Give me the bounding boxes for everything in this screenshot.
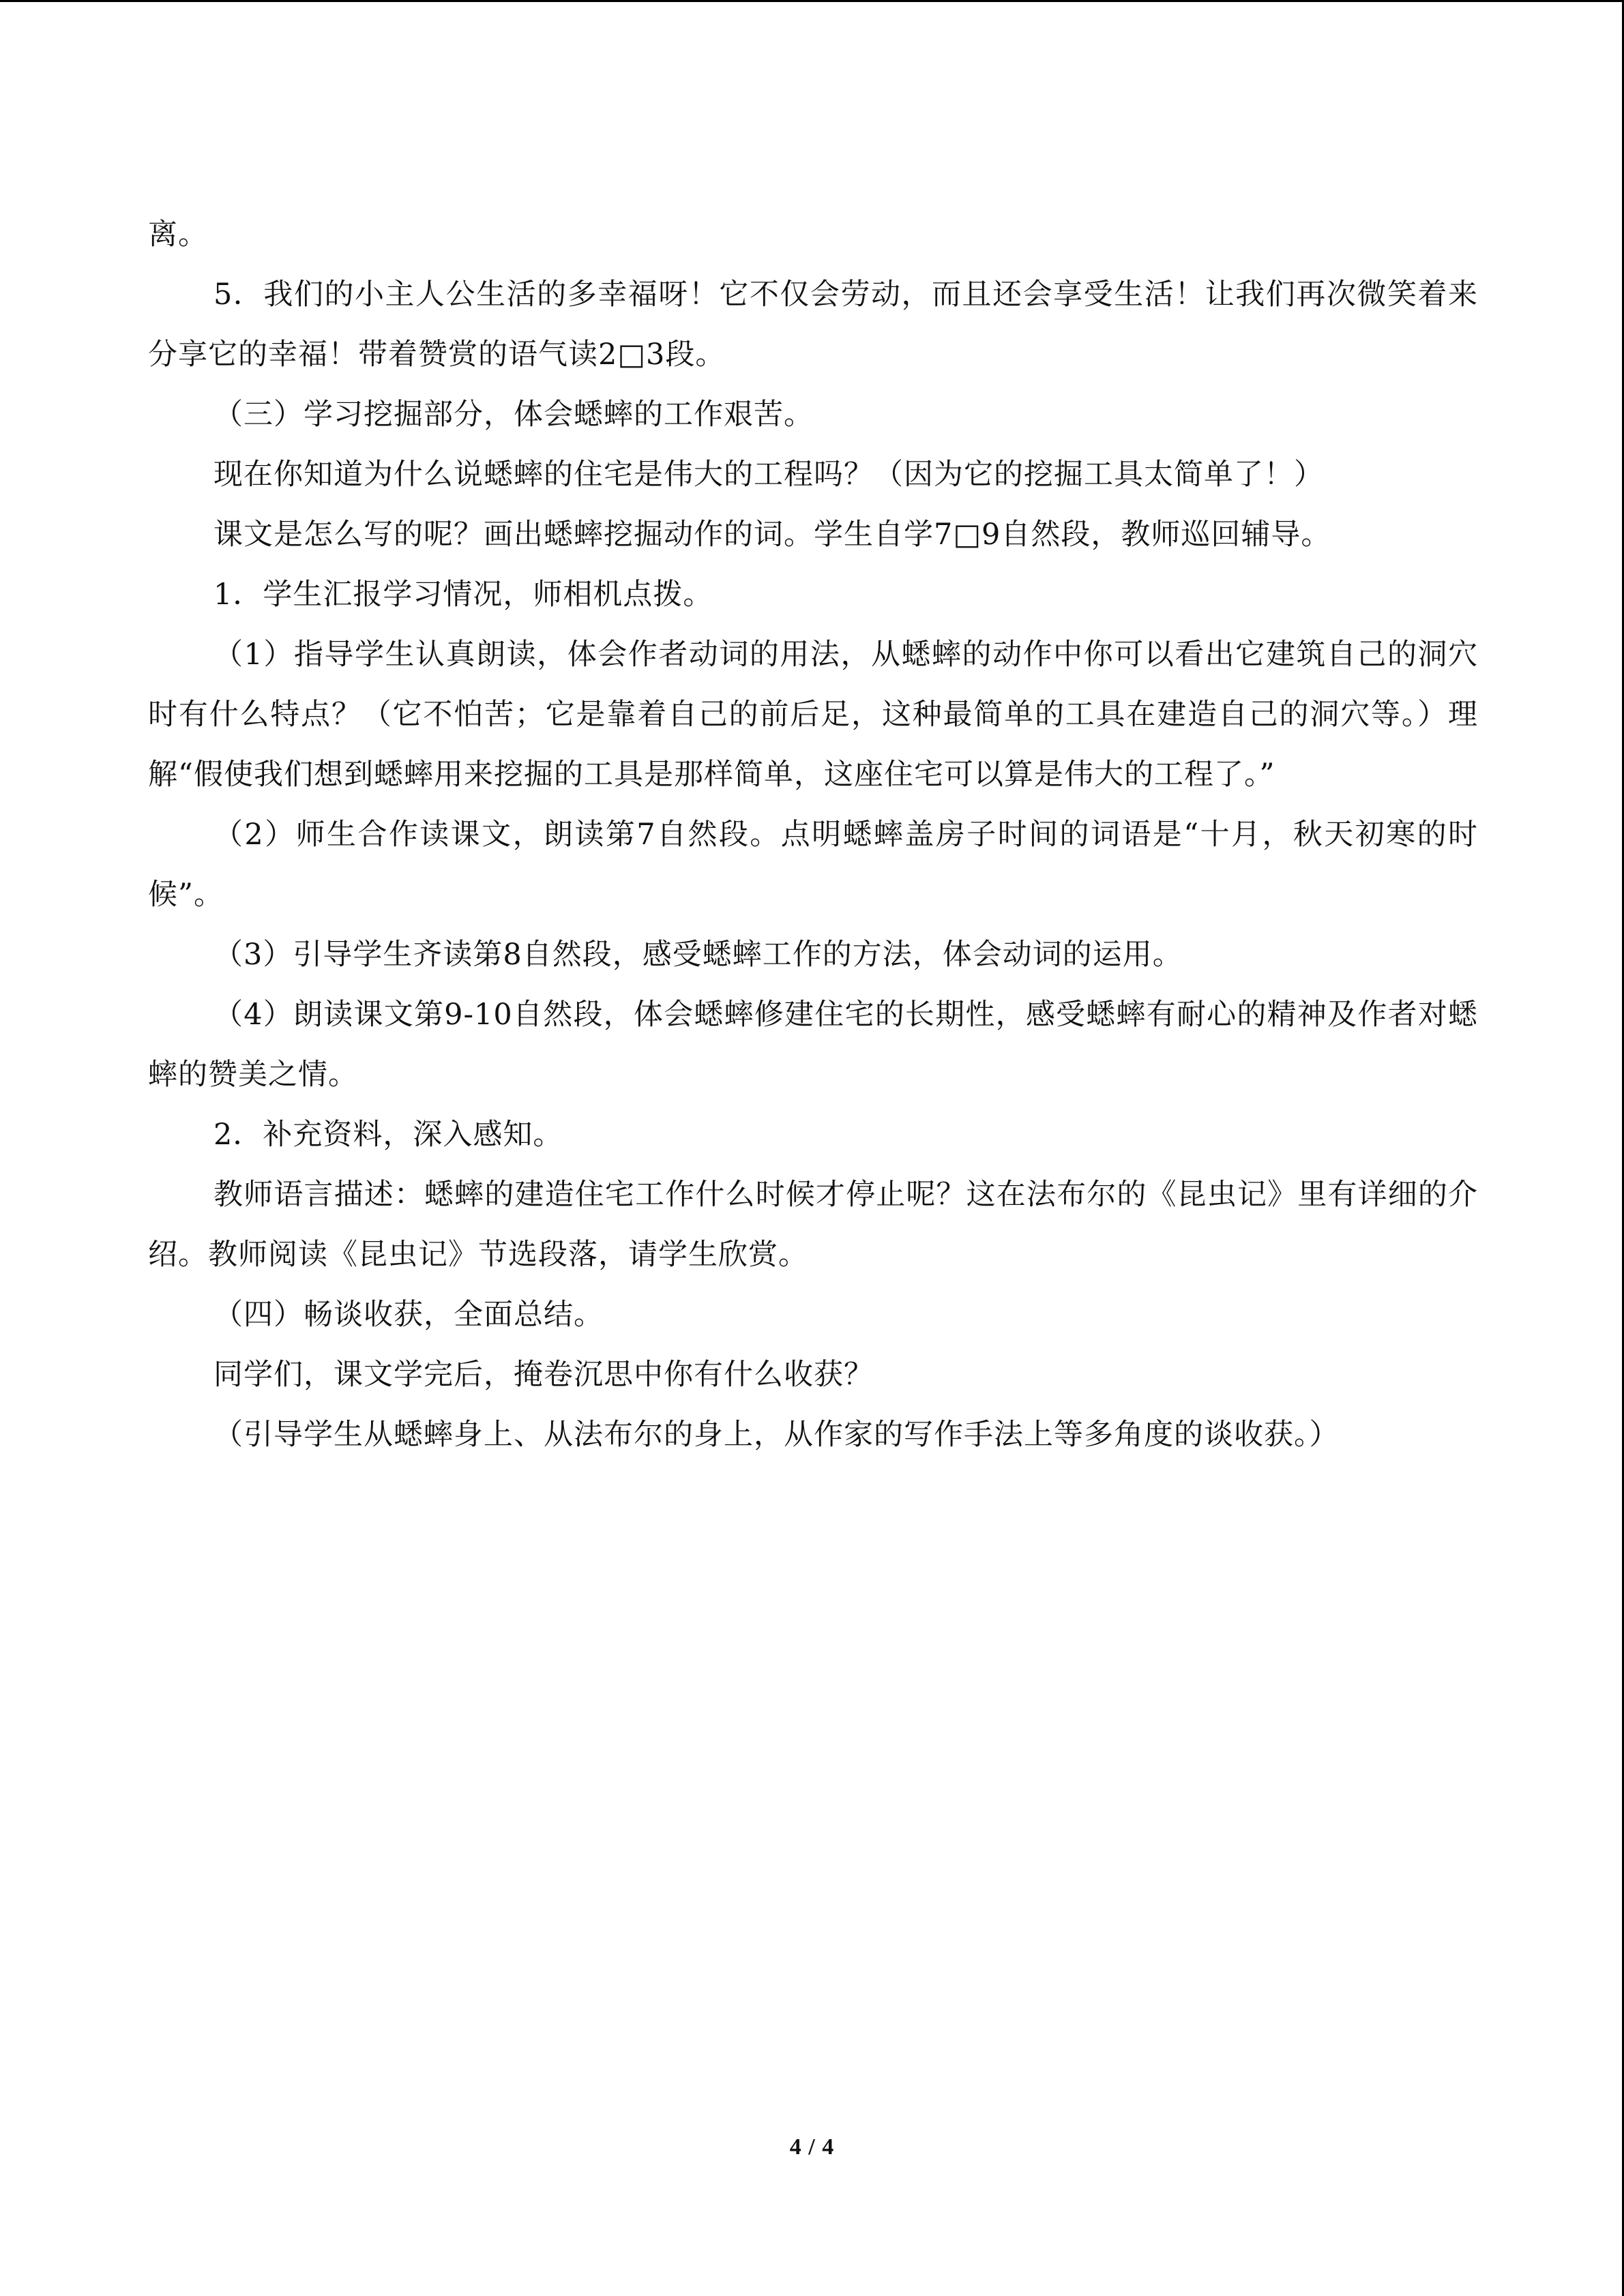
paragraph-7: （1）指导学生认真朗读，体会作者动词的用法，从蟋蟀的动作中你可以看出它建筑自己的洞穴时有什么特点？（它不怕苦；它是靠着自己的前后足，这种最简单的工具在建造自己的洞穴等。）理解“假使我们想到蟋蟀用来挖掘的工具是那样简单，这座住宅可以算是伟大的工程了。” (148, 638, 1478, 792)
paragraph-5: 课文是怎么写的呢？画出蟋蟀挖掘动作的词。学生自学7□9自然段，教师巡回辅导。 (213, 518, 1331, 552)
paragraph-8: （2）师生合作读课文，朗读第7自然段。点明蟋蟀盖房子时间的词语是“十月，秋天初寒的时候”。 (148, 818, 1478, 912)
paragraph-15: （引导学生从蟋蟀身上、从法布尔的身上，从作家的写作手法上等多角度的谈收获。） (213, 1418, 1340, 1452)
paragraph-9: （3）引导学生齐读第8自然段，感受蟋蟀工作的方法，体会动词的运用。 (213, 938, 1183, 972)
page-number: 4 / 4 (789, 2134, 835, 2160)
paragraph-14: 同学们，课文学完后，掩卷沉思中你有什么收获？ (213, 1358, 874, 1392)
paragraph-11: 2．补充资料，深入感知。 (213, 1118, 563, 1152)
paragraph-6: 1．学生汇报学习情况，师相机点拨。 (213, 578, 713, 612)
page-top-border (0, 0, 1624, 2)
paragraph-10: （4）朗读课文第9-10自然段，体会蟋蟀修建住宅的长期性，感受蟋蟀有耐心的精神及作者对蟋蟀的赞美之情。 (148, 998, 1478, 1092)
section-heading-13: （四）畅谈收获，全面总结。 (213, 1298, 604, 1332)
section-heading-3: （三）学习挖掘部分，体会蟋蟀的工作艰苦。 (213, 398, 814, 432)
document-body (148, 205, 1478, 1465)
paragraph-2: 5．我们的小主人公生活的多幸福呀！它不仅会劳动，而且还会享受生活！让我们再次微笑着来分享它的幸福！带着赞赏的语气读2□3段。 (148, 278, 1478, 372)
paragraph-12: 教师语言描述：蟋蟀的建造住宅工作什么时候才停止呢？这在法布尔的《昆虫记》里有详细的介绍。教师阅读《昆虫记》节选段落，请学生欣赏。 (148, 1178, 1478, 1272)
paragraph-4: 现在你知道为什么说蟋蟀的住宅是伟大的工程吗？（因为它的挖掘工具太简单了！） (213, 458, 1324, 492)
paragraph-1: 离。 (148, 218, 208, 252)
